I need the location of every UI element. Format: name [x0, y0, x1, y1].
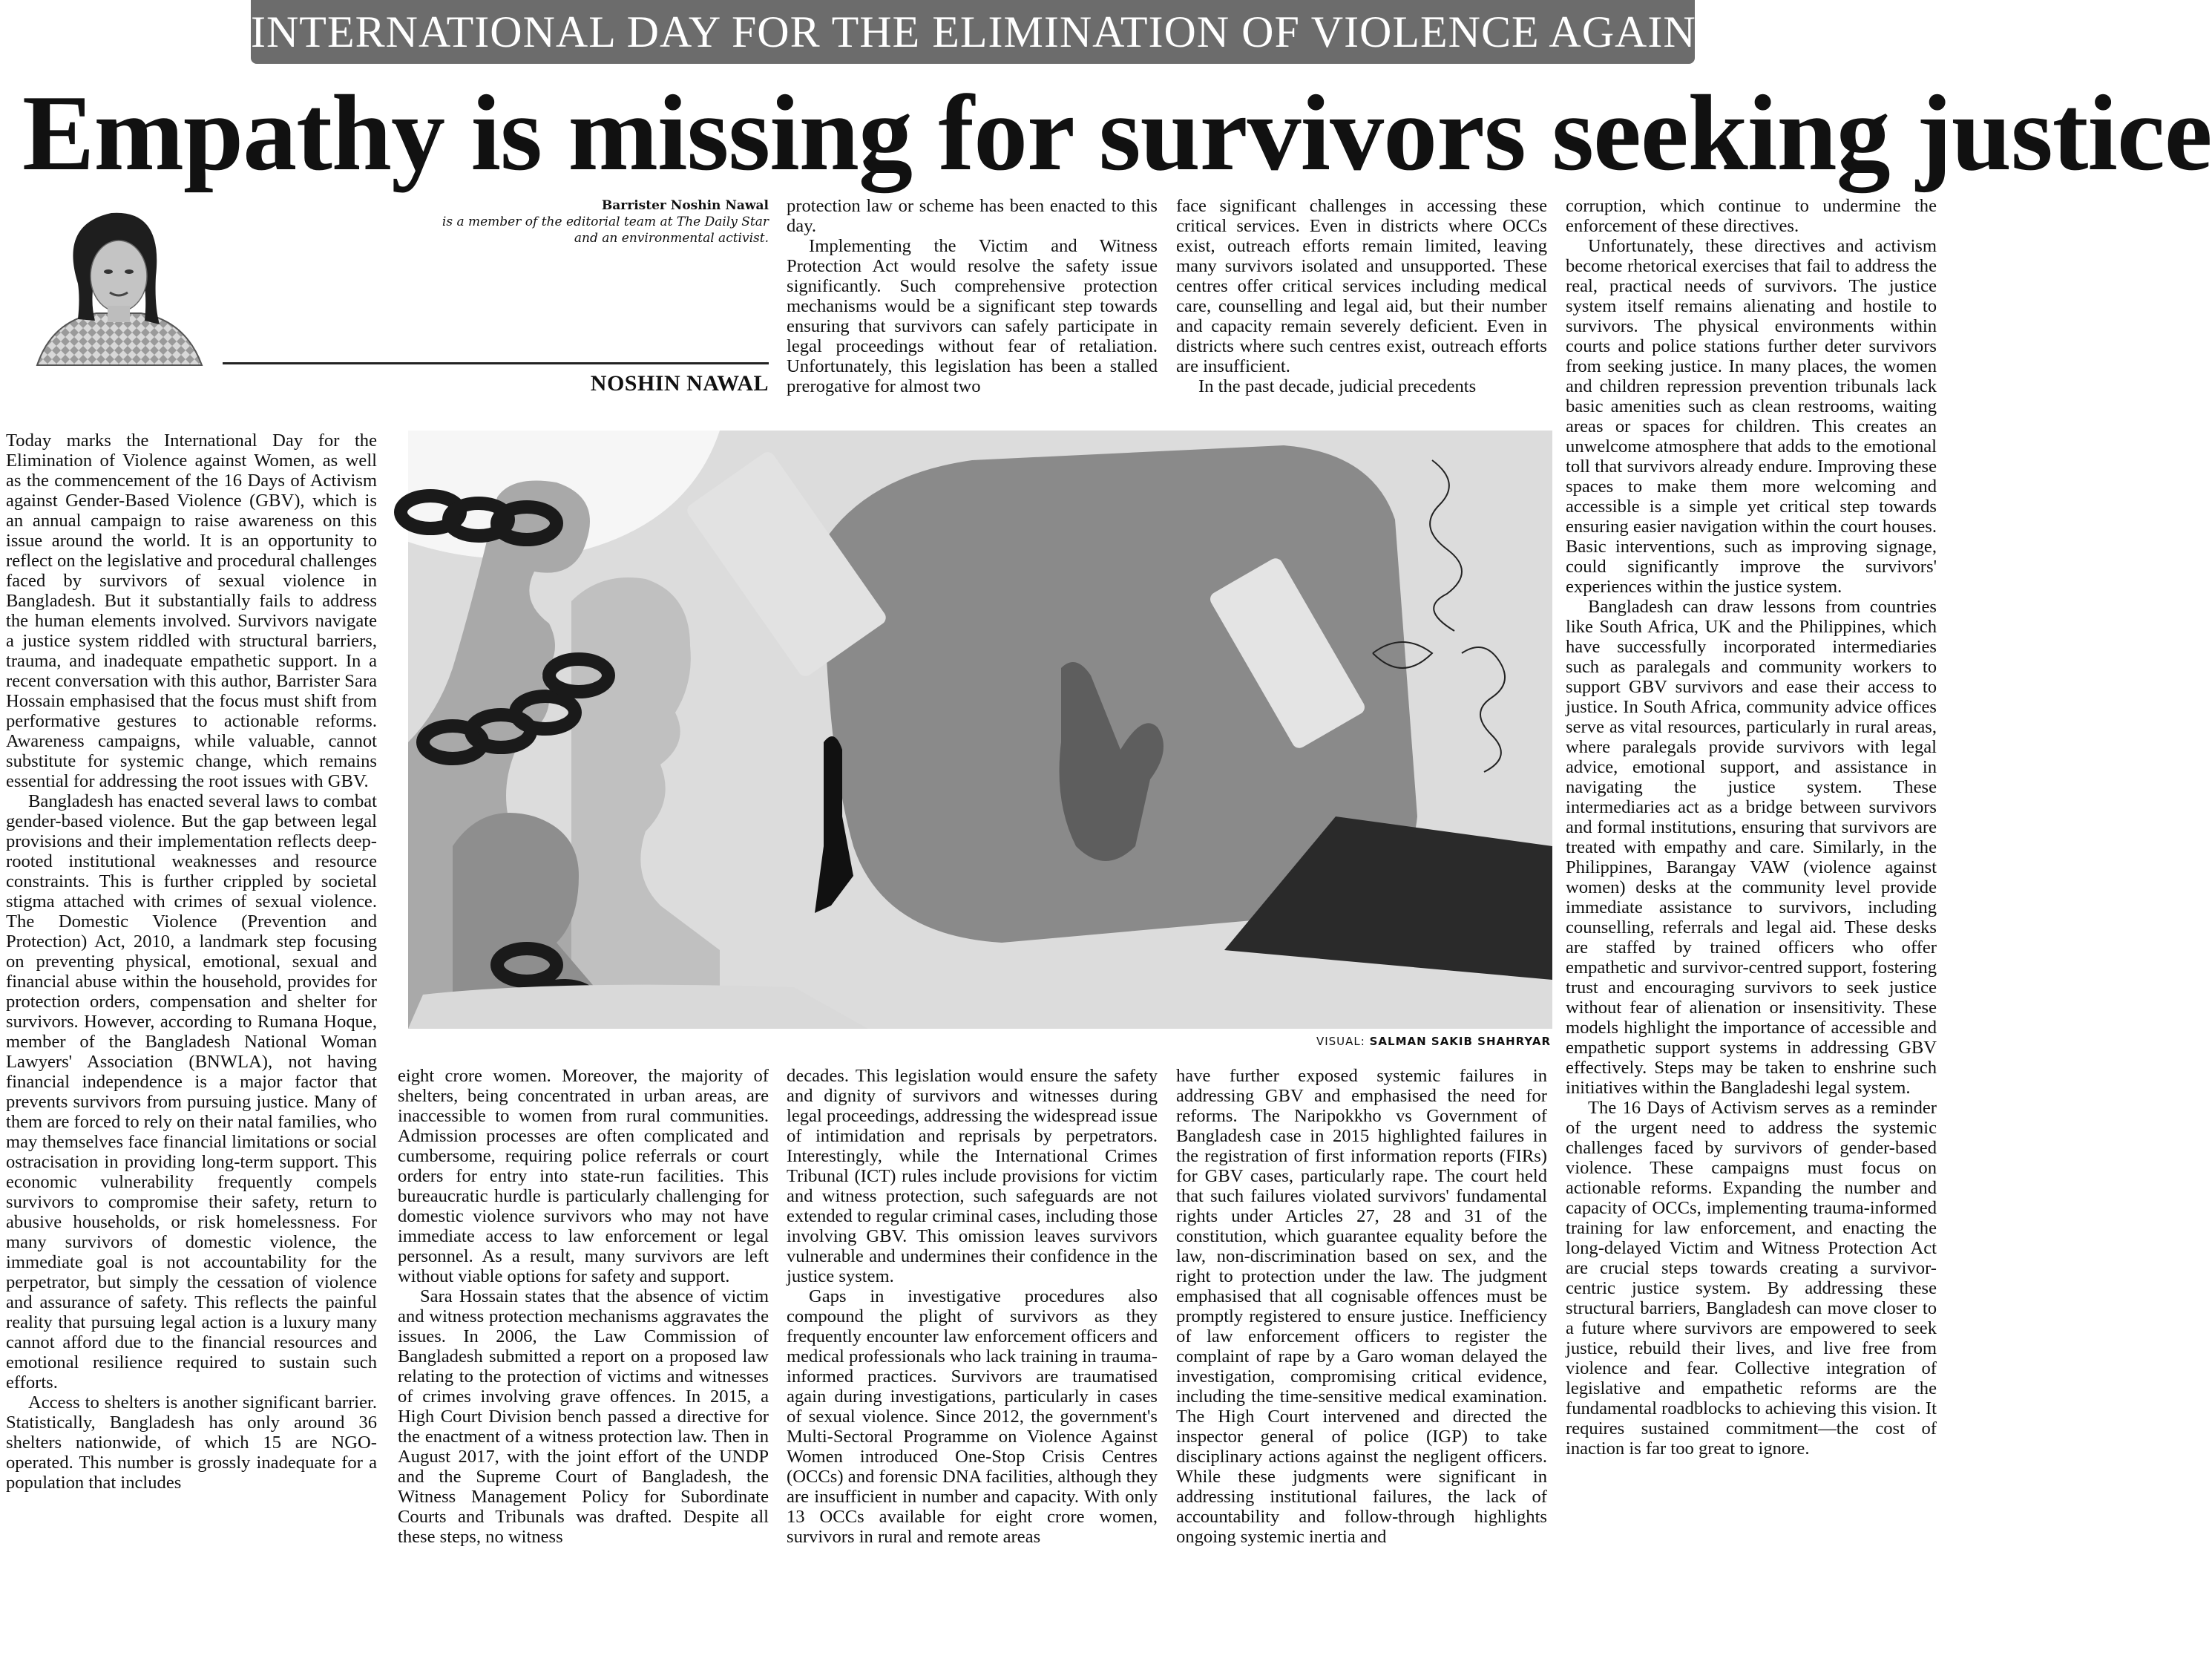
paragraph: decades. This legislation would ensure the safety and dignity of survivors and witnesses during legal proceedings, addressing the widespread issue of intimidation and reprisals by perpetrators. Interestingly, while the International Crimes Tribunal (ICT) rules include provisions for victim and witness protection, such safeguards are not extended to regular criminal cases, including those involving GBV. This omission leaves survivors vulnerable and undermines their confidence in the justice system.	[787, 1066, 1158, 1286]
author-bio-description: is a member of the editorial team at The Daily Star and an environmental activist.	[442, 215, 769, 246]
paragraph: The 16 Days of Activism serves as a reminder of the urgent need to address the systemic challenges faced by survivors of gender-based violence. These campaigns must focus on actionable reforms. Expanding the number and capacity of OCCs, implementing trauma-informed training for law enforcement, and enacting the long-delayed Victim and Witness Protection Act are crucial steps towards creating a survivor-centric justice system. By addressing these structural barriers, Bangladesh can move closer to a future where survivors are empowered to seek justice, rebuild their lives, and live free from violence and fear. Collective integration of legislative and empathetic reforms are the fundamental roadblocks to achieving this vision. It requires sustained commitment—the cost of inaction is far too great to ignore.	[1566, 1098, 1937, 1459]
paragraph: Today marks the International Day for the Elimination of Violence against Women, as well as the commencement of the 16 Days of Activism against Gender-Based Violence (GBV), which is an annual campaign to raise awareness on this issue around the world. It is an opportunity to reflect on the legislative and procedural challenges faced by survivors of sexual violence in Bangladesh. But it substantially fails to address the human elements involved. Survivors navigate a justice system riddled with structural barriers, trauma, and inadequate empathetic support. In a recent conversation with this author, Barrister Sara Hossain emphasised that the focus must shift from performative gestures to actionable reforms. Awareness campaigns, while valuable, cannot substitute for systemic change, which remains essential for addressing the root issues with GBV.	[6, 431, 377, 791]
column-1	[6, 431, 377, 1648]
paragraph: Sara Hossain states that the absence of victim and witness protection mechanisms aggravates the issues. In 2006, the Law Commission of Bangladesh submitted a report on a proposed law relating to the protection of victims and witnesses of crimes involving grave offences. In 2015, a High Court Division bench passed a directive for the enactment of a witness protection law. Then in August 2017, with the joint effort of the UNDP and the Supreme Court of Bangladesh, the Witness Management Policy for Subordinate Courts and Tribunals was drafted. Despite all these steps, no witness	[398, 1286, 769, 1547]
illustration-credit	[1261, 1035, 1551, 1048]
section-banner: INTERNATIONAL DAY FOR THE ELIMINATION OF VIOLENCE AGAINST WOMEN	[251, 0, 1695, 64]
column-2-top	[787, 196, 1158, 419]
credit-name: SALMAN SAKIB SHAHRYAR	[1369, 1035, 1551, 1048]
column-4	[1566, 196, 1937, 1648]
headline: Empathy is missing for survivors seeking justice	[22, 73, 2212, 193]
author-byline: NOSHIN NAWAL	[590, 371, 769, 396]
paragraph: Gaps in investigative procedures also compound the plight of survivors as they frequently encounter law enforcement officers and medical professionals who lack training in trauma-informed practices. Survivors are traumatised again during investigations, particularly in cases of sexual violence. Since 2012, the government's Multi-Sectoral Programme on Violence Against Women introduced One-Stop Crisis Centres (OCCs) and forensic DNA facilities, although they are insufficient in number and capacity. With only 13 OCCs available for eight crore women, survivors in rural and remote areas	[787, 1286, 1158, 1547]
paragraph: face significant challenges in accessing these critical services. Even in districts where OCCs exist, outreach efforts remain limited, leaving many survivors isolated and unsupported. These centres offer critical services including medical care, counselling and legal aid, but their number and capacity remain severely deficient. Even in districts where such centres exist, outreach efforts are insufficient.	[1176, 196, 1547, 376]
byline-rule	[223, 362, 769, 364]
column-4-bottom	[1176, 1066, 1547, 1648]
paragraph: In the past decade, judicial precedents	[1198, 376, 1477, 396]
paragraph: Unfortunately, these directives and activism become rhetorical exercises that fail to address the real, practical needs of survivors. The justice system itself remains alienating and hostile to survivors. The physical environments within courts and police stations further deter survivors from seeking justice. In many places, the women and children repression prevention tribunals lack basic amenities such as clean restrooms, waiting areas or spaces for children. This creates an unwelcome atmosphere that adds to the emotional toll that survivors already endure. Improving these spaces to make them more welcoming and accessible is a simple yet critical step towards ensuring easier navigation within the court houses. Basic interventions, such as improving signage, could significantly improve the survivors' experiences within the justice system.	[1566, 236, 1937, 597]
illustration	[408, 431, 1552, 1029]
author-bio	[416, 197, 769, 246]
credit-label: VISUAL:	[1316, 1035, 1365, 1048]
paragraph: Bangladesh has enacted several laws to combat gender-based violence. But the gap between legal provisions and their implementation reflects deep-rooted institutional weaknesses and resource constraints. This is further crippled by societal stigma attached with crimes of sexual violence. The Domestic Violence (Prevention and Protection) Act, 2010, a landmark step focusing on preventing physical, emotional, sexual and financial abuse within the household, provides for protection orders, compensation and shelter for survivors. However, according to Rumana Hoque, member of the Bangladesh National Woman Lawyers' Association (BNWLA), not having financial independence is a major factor that prevents survivors from pursuing justice. Many of them are forced to rely on their natal families, who may themselves face financial limitations or social ostracisation in providing long-term support. This economic vulnerability frequently compels survivors to compromise their safety, return to abusive households, or risk homelessness. For many survivors of domestic violence, the immediate goal is not accountability for the perpetrator, but simply the cessation of violence and assurance of safety. This reflects the painful reality that pursuing legal action is a luxury many cannot afford due to the financial resources and emotional resilience required to sustain such efforts.	[6, 791, 377, 1392]
paragraph: eight crore women. Moreover, the majority of shelters, being concentrated in urban areas, are inaccessible to women from rural communities. Admission processes are often complicated and cumbersome, requiring police referrals or court orders for entry into state-run facilities. This bureaucratic hurdle is particularly challenging for domestic violence survivors who may not have immediate access to law enforcement or legal personnel. As a result, many survivors are left without viable options for safety and support.	[398, 1066, 769, 1286]
paragraph: corruption, which continue to undermine the enforcement of these directives.	[1566, 196, 1937, 236]
paragraph: Access to shelters is another significant barrier. Statistically, Bangladesh has only around 36 shelters nationwide, of which 15 are NGO-operated. This number is grossly inadequate for a population that includes	[6, 1392, 377, 1493]
column-2-bottom	[398, 1066, 769, 1648]
paragraph: Implementing the Victim and Witness Protection Act would resolve the safety issue significantly. Such comprehensive protection mechanisms would be a significant step towards ensuring that survivors can safely participate in legal proceedings without fear of retaliation. Unfortunately, this legislation has been a stalled prerogative for almost two	[787, 236, 1158, 396]
column-3-top	[1176, 196, 1547, 419]
author-portrait	[7, 194, 230, 365]
paragraph: protection law or scheme has been enacted to this day.	[787, 196, 1158, 236]
paragraph: have further exposed systemic failures in addressing GBV and emphasised the need for reforms. The Naripokkho vs Government of Bangladesh case in 2015 highlighted failures in the registration of first information reports (FIRs) for GBV cases, particularly rape. The court held that such failures violated survivors' fundamental rights under Articles 27, 28 and 31 of the constitution, which guarantee equality before the law, non-discrimination based on sex, and the right to protection under the law. The judgment emphasised that all cognisable offences must be promptly registered to ensure justice. Inefficiency of law enforcement officers to register the complaint of rape by a Garo woman delayed the investigation, compromising critical evidence, including the time-sensitive medical examination. The High Court intervened and directed the inspector general of police (IGP) to take disciplinary actions against the negligent officers. While these judgments were significant in addressing institutional failures, the lack of accountability and follow-through highlights ongoing systemic inertia and	[1176, 1066, 1547, 1547]
paragraph: Bangladesh can draw lessons from countries like South Africa, UK and the Philippines, which have successfully incorporated intermediaries such as paralegals and community workers to support GBV survivors and ease their access to justice. In South Africa, community advice offices serve as vital resources, particularly in rural areas, where paralegals provide survivors with legal advice, emotional support, and assistance in navigating the justice system. These intermediaries act as a bridge between survivors and formal institutions, ensuring that survivors are treated with empathy and care. Similarly, in the Philippines, Barangay VAW (violence against women) desks at the community level provide immediate assistance to survivors, including counselling, referrals and legal aid. These desks are staffed by trained officers who offer empathetic and survivor-centred support, fostering trust and encouraging survivors to seek justice without fear of alienation or insensitivity. These models highlight the importance of accessible and empathetic support systems in addressing GBV effectively. Steps may be taken to enshrine such initiatives within the Bangladeshi legal system.	[1566, 597, 1937, 1098]
author-bio-name: Barrister Noshin Nawal	[601, 198, 769, 213]
column-3-bottom	[787, 1066, 1158, 1648]
